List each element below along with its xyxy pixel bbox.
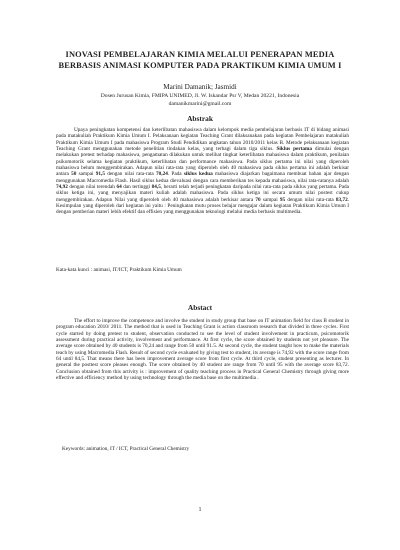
title-line-2: BERBASIS ANIMASI KOMPUTER PADA PRAKTIKUM KIMIA UMUM I	[58, 60, 342, 70]
author-affiliation: Dosen Jurusan Kimia, FMIPA UNIMED, Jl. W. Iskandar Psr V, Medan 20221, Indonesia	[100, 93, 300, 99]
author-names: Marini Damanik; Jasmidi	[163, 83, 237, 91]
paper-title	[28, 50, 372, 71]
abstract-keywords: Keywords: animation, IT / ICT, Practical General Chemistry	[62, 446, 190, 452]
abstrak-heading: Abstrak	[187, 114, 213, 123]
title-line-1: INOVASI PEMBELAJARAN KIMIA MELALUI PENERAPAN MEDIA	[65, 50, 335, 59]
abstract-heading: Abstact	[187, 303, 213, 312]
abstract-body: The effort to improve the competence and involve the student in study group that base on IT animation field for class B student in program education 2010/ 2011. The method that is used in Teaching Grant is action classroom research that divided in three cycles. First cycle started by doing pretest to student, observation conducted to see the level of student involvement in practicum, psicomotorik assessment during practical activity, involvement and performance. At first cycle, the score obtained by students not yet pleasure. The average score obtained by 40 students is 70,24 and range from 50 until 91.5. At second cycle, the student taught how to make the materials teach by using Macromedia Flash. Result of second cycle evaluated by giving test to student, its average is 74,92 with the score range from 64 until 84,5. That means there has been improvement average score from first cycle. At third cycle, student presenting as lecturer. In general the posttest score pleases enough. The score obtained by 40 student are range from 70 until 95 with the average score 83,72. Conclusion obtained from this activity is : improvement of quality teaching process in Practical General Chemistry through giving more effective and efficiency method by using technology through the media base on the multimedia .	[56, 318, 349, 382]
abstrak-body: Upaya peningkatan kompetensi dan keterlibatan mahasiswa dalam kelompok media pembelajaran berbasis IT di bidang animasi pada matakuliah Praktikum Kimia Umum I. Pelaksanaan kegiatan Teaching Grant dilaksanakan pada kegiatan Pembelajaran matakuliah Praktikum Kimia Umum I pada mahasiswa Program Studi Pendidikan angkatan tahun 2010/2011 kelas B. Metode pelaksanaan kegiatan Teaching Grant menggunakan metode penelitian tindakan kelas, yang terbagi dalam tiga siklus. Siklus pertama dimulai dengan melakukan pretest terhadap mahasiswa, pengamatan dilakukan untuk melihat tingkat keterlibatan mahasiswa dalam praktikum, penilaian psikomotorik selama kegiatan praktikum, keterlibatan dan performance mahasiswa. Pada siklus pertama ini nilai yang diperoleh mahasiswa belum menggembirakan. Adapun nilai rata-rata yang diperoleh oleh 40 mahasiswa pada siklus pertama ini adalah berkisar antara 50 sampai 91,5 dengan nilai rata-rata 70,24. Pada siklus kedua mahasiswa diajarkan bagaimana membuat bahan ajar dengan menggunakan Macromedia Flash. Hasil siklus kedua dievaluasi dengan cara memberikan tes kepada mahasiswa, nilai rata-ratanya adalah 74,92 dengan nilai terendah 64 dan tertinggi 84,5, berarti telah terjadi peningkatan daripada nilai rata-rata pada siklus yang pertama. Pada siklus ketiga ini, yang menyajikan materi kuliah adalah mahasiswa. Pada siklus ketiga ini secara umum nilai postest cukup menggembirakan. Adapun Nilai yang diperoleh oleh 40 mahasiswa adalah berkisar antara 70 sampai 95 dengan nilai rata-rata 83,72. Kesimpulan yang diperoleh dari kegiatan ini yaitu : Peningkatan mutu proses belajar mengajar dalam kegiatan Praktikum Kimia Umum I dengan pemberian materi lebih efektif dan effisien yang menggunakan teknologi melalui media berbasis multimedia.	[56, 127, 350, 216]
author-email: damanikmarini@gmail.com	[168, 101, 232, 107]
abstrak-keywords: Kata-kata kunci : animasi, IT/ICT, Praktikum Kimia Umum	[56, 267, 182, 273]
page-number: 1	[198, 507, 202, 513]
